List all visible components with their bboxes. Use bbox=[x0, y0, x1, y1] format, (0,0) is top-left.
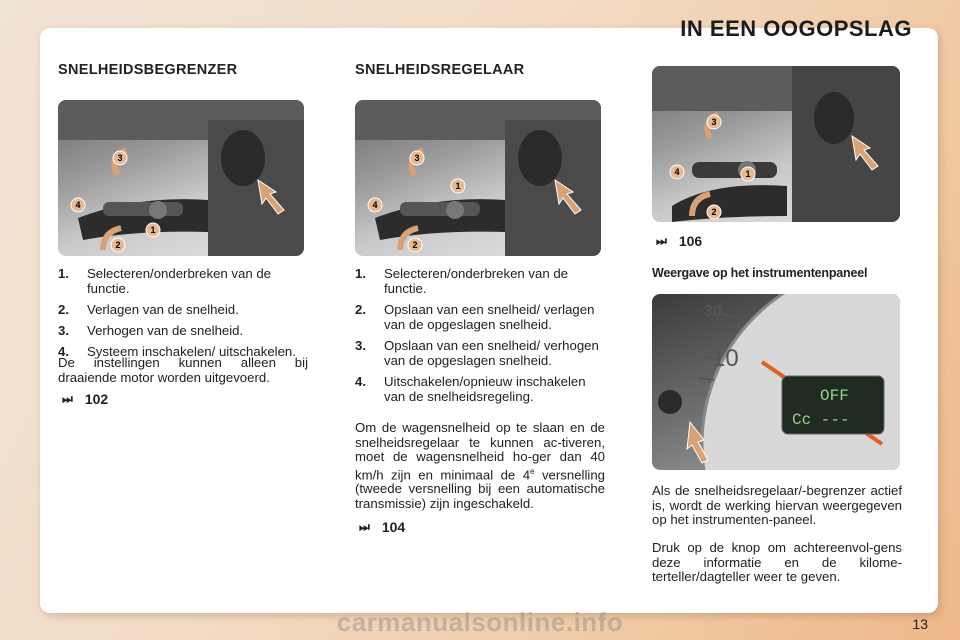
gauge-mark-10: 10 bbox=[712, 345, 739, 372]
page-ref-number: 102 bbox=[84, 391, 109, 407]
gauge-mark-30: 30 bbox=[704, 303, 722, 320]
list-item: 3. Verhogen van de snelheid. bbox=[58, 323, 244, 338]
list-item: 2. Opslaan van een snelheid/ verlagen van de opgeslagen snelheid. bbox=[355, 302, 595, 332]
list-item: 1. Selecteren/onderbreken van de functie. bbox=[58, 266, 272, 296]
watermark: carmanualsonline.info bbox=[336, 607, 624, 637]
list-item: 3. Opslaan van een snelheid/ verhogen van de opgeslagen snelheid. bbox=[355, 338, 599, 368]
label-2: 2 bbox=[115, 240, 121, 250]
list-item: 4. Systeem inschakelen/ uitschakelen. bbox=[58, 344, 296, 359]
page-reference-102[interactable] bbox=[62, 391, 108, 407]
instrument-panel-photo bbox=[652, 294, 900, 470]
list-item: 1. Selecteren/onderbreken van de functie. bbox=[355, 266, 569, 296]
page-ref-icon: ⏭ bbox=[656, 233, 667, 248]
speed-limiter-list bbox=[58, 266, 308, 365]
stalk-closeup-photo bbox=[652, 66, 900, 222]
display-cc: Cc --- bbox=[792, 411, 850, 429]
trip-reset-button-icon bbox=[658, 390, 682, 414]
label-2: 2 bbox=[412, 240, 418, 250]
label-3: 3 bbox=[711, 117, 717, 127]
page-ref-icon: ⏭ bbox=[359, 519, 370, 534]
label-4: 4 bbox=[372, 200, 378, 210]
page-ref-number: 104 bbox=[381, 519, 406, 535]
label-2: 2 bbox=[711, 207, 717, 217]
speed-limiter-stalk-photo bbox=[58, 100, 304, 256]
instrument-panel-note-2: Druk op de knop om achtereenvol-gens deze informatie en de kilome-terteller/dagteller weer te geven. bbox=[652, 540, 902, 584]
label-1: 1 bbox=[745, 169, 751, 179]
cruise-control-note: Om de wagensnelheid op te slaan en de snelheidsregelaar te kunnen ac-tiveren, moet de wagensnelheid ho-ger dan 40 km/h zijn en minimaal de 4e versnelling (tweede versnelling bij een automatische transmissie) zijn ingeschakeld. bbox=[355, 420, 605, 511]
page-title: IN EEN OOGOPSLAG bbox=[680, 16, 912, 41]
instrument-panel-heading: Weergave op het instrumentenpaneel bbox=[652, 266, 868, 280]
section-title-cruise-control: SNELHEIDSREGELAAR bbox=[355, 62, 525, 78]
display-off: OFF bbox=[820, 387, 849, 405]
label-3: 3 bbox=[414, 153, 420, 163]
page-reference-104[interactable] bbox=[359, 519, 405, 535]
speed-limiter-note: De instellingen kunnen alleen bij draaiende motor worden uitgevoerd. bbox=[58, 355, 308, 385]
instrument-panel-note-1: Als de snelheidsregelaar/-begrenzer actief is, wordt de werking hiervan weergegeven op het instrumenten-paneel. bbox=[652, 483, 902, 527]
label-4: 4 bbox=[674, 167, 680, 177]
section-title-speed-limiter: SNELHEIDSBEGRENZER bbox=[58, 62, 238, 78]
page-ref-number: 106 bbox=[678, 233, 703, 249]
label-3: 3 bbox=[117, 153, 123, 163]
page-reference-106[interactable] bbox=[656, 233, 702, 249]
page-number: 13 bbox=[912, 616, 928, 632]
list-item: 2. Verlagen van de snelheid. bbox=[58, 302, 239, 317]
cruise-control-stalk-photo bbox=[355, 100, 601, 256]
label-1: 1 bbox=[150, 225, 156, 235]
label-4: 4 bbox=[75, 200, 81, 210]
cruise-control-list bbox=[355, 266, 605, 410]
list-item: 4. Uitschakelen/opnieuw inschakelen van de snelheidsregeling. bbox=[355, 374, 586, 404]
page-ref-icon: ⏭ bbox=[62, 391, 73, 406]
label-1: 1 bbox=[455, 181, 461, 191]
